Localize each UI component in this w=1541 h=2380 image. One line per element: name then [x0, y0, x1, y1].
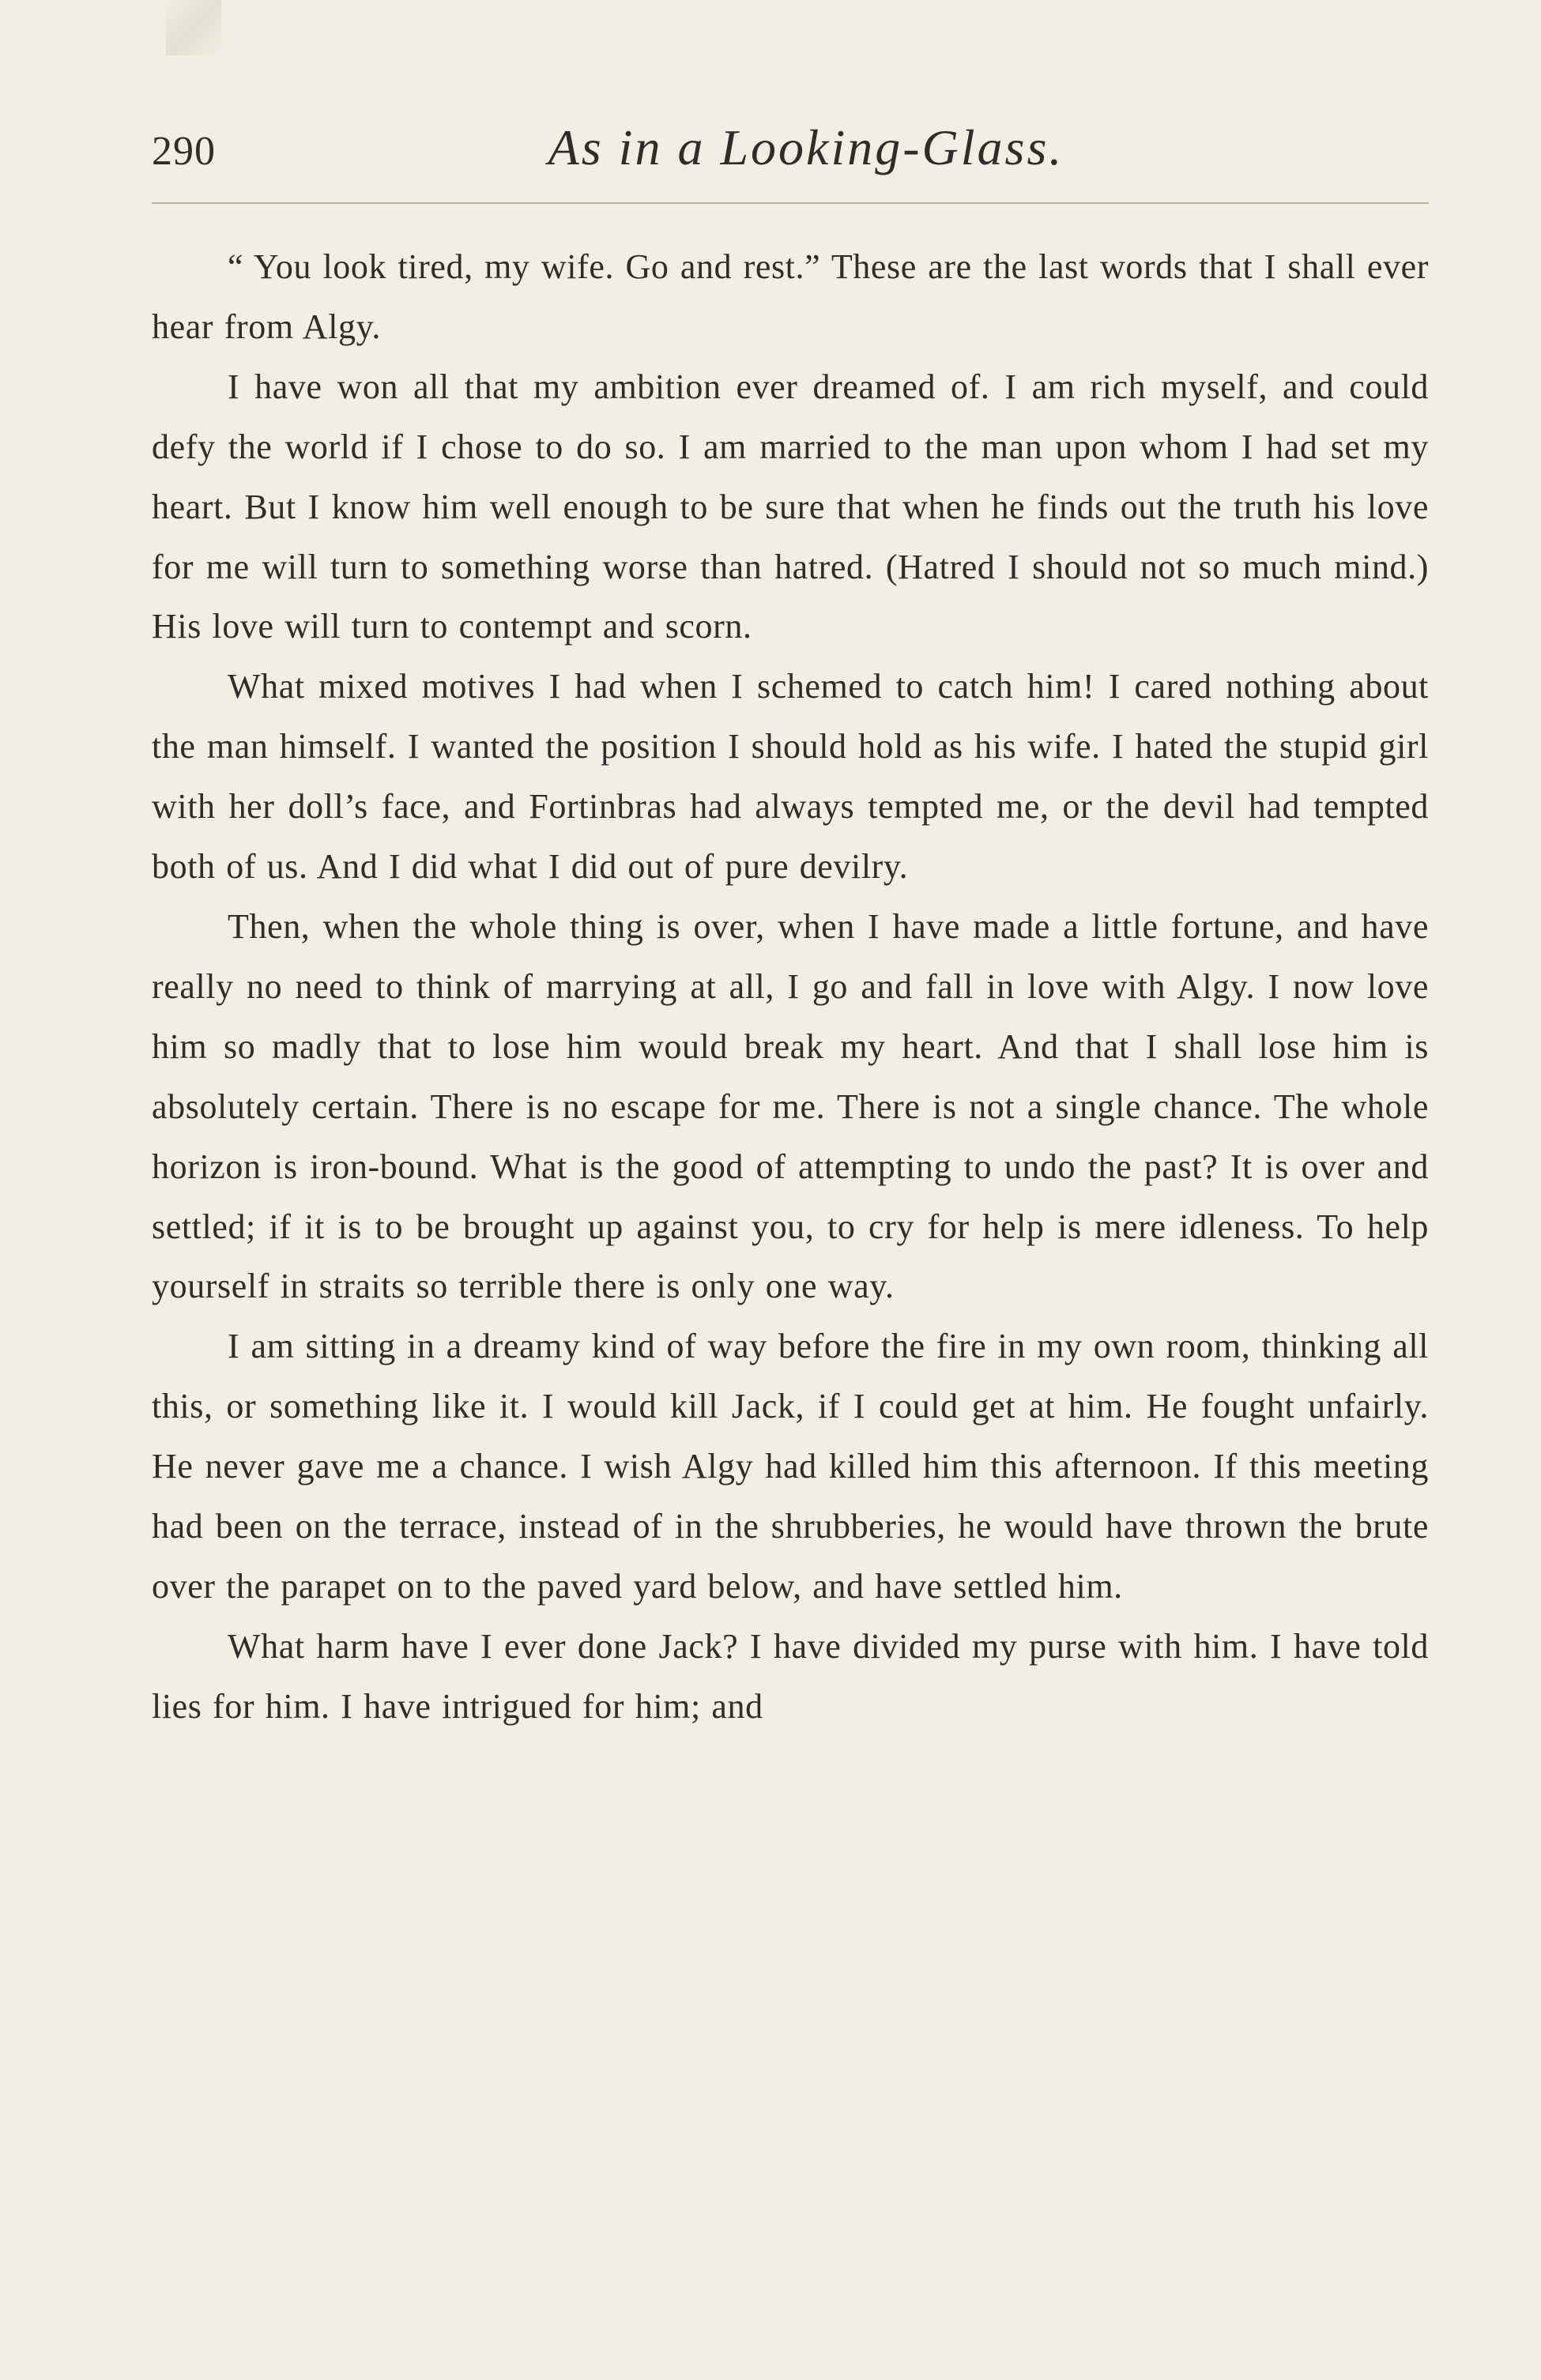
paragraph: I have won all that my ambition ever dreamed of. I am rich myself, and could defy the world if I chose to do so. I am married to the man upon whom I had set my heart. But I know him well enough to be sure that when he finds out the truth his love for me will turn to something worse than hatred. (Hatred I should not so much mind.) His love will turn to contempt and scorn. [152, 367, 1429, 646]
running-title: As in a Looking-Glass. [548, 119, 1064, 175]
page-smudge [166, 0, 221, 55]
paragraph: Then, when the whole thing is over, when I have made a little fortune, and have really no need to think of marrying at all, I go and fall in love with Algy. I now love him so madly that to lose him would break my heart. And that I shall lose him is absolutely certain. There is no escape for me. There is not a single chance. The whole horizon is iron-bound. What is the good of attempting to undo the past? It is over and settled; if it is to be brought up against you, to cry for help is mere idleness. To help yourself in straits so terrible there is only one way. [152, 906, 1429, 1306]
header-rule [152, 202, 1429, 204]
page-number: 290 [152, 129, 216, 174]
paragraph: What harm have I ever done Jack? I have divided my purse with him. I have told lies for him. I have intrigued for him; and [152, 1626, 1429, 1726]
paragraph: What mixed motives I had when I schemed to catch him! I cared nothing about the man himself. I wanted the position I should hold as his wife. I hated the stupid girl with her doll’s face, and Fortinbras had always tempted me, or the devil had tempted both of us. And I did what I did out of pure devilry. [152, 667, 1429, 887]
page-header [152, 119, 1429, 182]
paragraph: “ You look tired, my wife. Go and rest.” These are the last words that I shall ever hear from Algy. [152, 247, 1429, 346]
paragraph: I am sitting in a dreamy kind of way before the fire in my own room, thinking all this, or something like it. I would kill Jack, if I could get at him. He fought unfairly. He never gave me a chance. I wish Algy had killed him this afternoon. If this meeting had been on the terrace, instead of in the shrubberies, he would have thrown the brute over the parapet on to the paved yard below, and have settled him. [152, 1327, 1429, 1606]
body-text [152, 237, 1429, 1737]
